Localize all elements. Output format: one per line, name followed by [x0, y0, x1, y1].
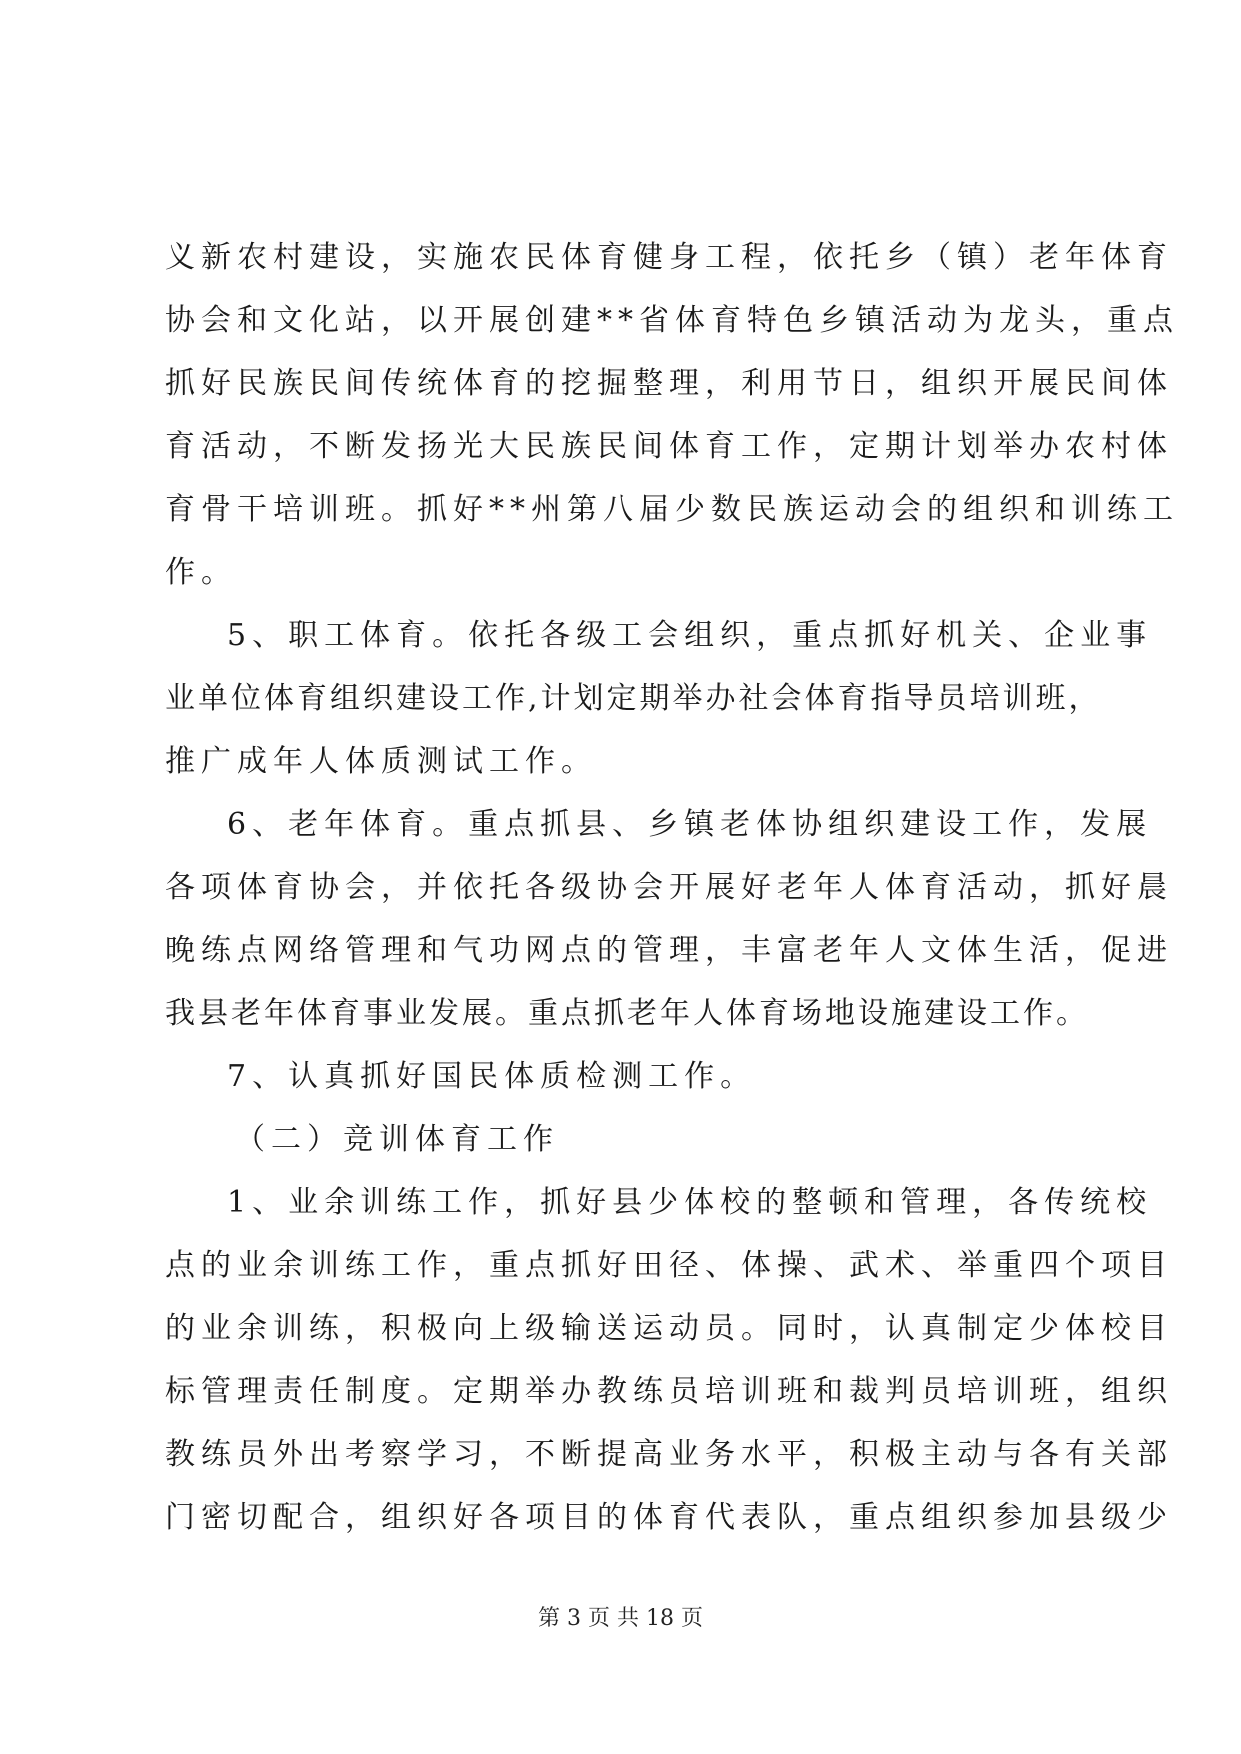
text-line: 晚练点网络管理和气功网点的管理，丰富老年人文体生活，促进: [165, 933, 1173, 968]
text-line: 协会和文化站，以开展创建**省体育特色乡镇活动为龙头，重点: [165, 303, 1179, 338]
text-line: 6、老年体育。重点抓县、乡镇老体协组织建设工作，发展: [227, 807, 1153, 842]
body-text: [165, 226, 1179, 1549]
text-line: 的业余训练，积极向上级输送运动员。同时，认真制定少体校目: [165, 1311, 1173, 1346]
section-heading: （二）竞训体育工作: [235, 1122, 559, 1157]
text-line: 教练员外出考察学习，不断提高业务水平，积极主动与各有关部: [165, 1437, 1173, 1472]
text-line: 作。: [165, 555, 237, 590]
text-line: 业单位体育组织建设工作,计划定期举办社会体育指导员培训班，: [165, 681, 1102, 716]
text-line: 抓好民族民间传统体育的挖掘整理，利用节日，组织开展民间体: [165, 366, 1173, 401]
text-line: 育活动，不断发扬光大民族民间体育工作，定期计划举办农村体: [165, 429, 1173, 464]
text-line: 1、业余训练工作，抓好县少体校的整顿和管理，各传统校: [227, 1185, 1153, 1220]
text-line: 义新农村建设，实施农民体育健身工程，依托乡（镇）老年体育: [165, 240, 1173, 275]
text-line: 7、认真抓好国民体质检测工作。: [227, 1059, 757, 1094]
text-line: 标管理责任制度。定期举办教练员培训班和裁判员培训班，组织: [165, 1374, 1173, 1409]
text-line: 我县老年体育事业发展。重点抓老年人体育场地设施建设工作。: [165, 996, 1089, 1031]
text-line: 育骨干培训班。抓好**州第八届少数民族运动会的组织和训练工: [165, 492, 1179, 527]
text-line: 推广成年人体质测试工作。: [165, 744, 597, 779]
text-line: 5、职工体育。依托各级工会组织，重点抓好机关、企业事: [227, 618, 1153, 653]
text-line: 点的业余训练工作，重点抓好田径、体操、武术、举重四个项目: [165, 1248, 1173, 1283]
text-line: 门密切配合，组织好各项目的体育代表队，重点组织参加县级少: [165, 1500, 1173, 1535]
text-line: 各项体育协会，并依托各级协会开展好老年人体育活动，抓好晨: [165, 870, 1173, 905]
page-number-footer: 第 3 页 共 18 页: [538, 1606, 703, 1631]
